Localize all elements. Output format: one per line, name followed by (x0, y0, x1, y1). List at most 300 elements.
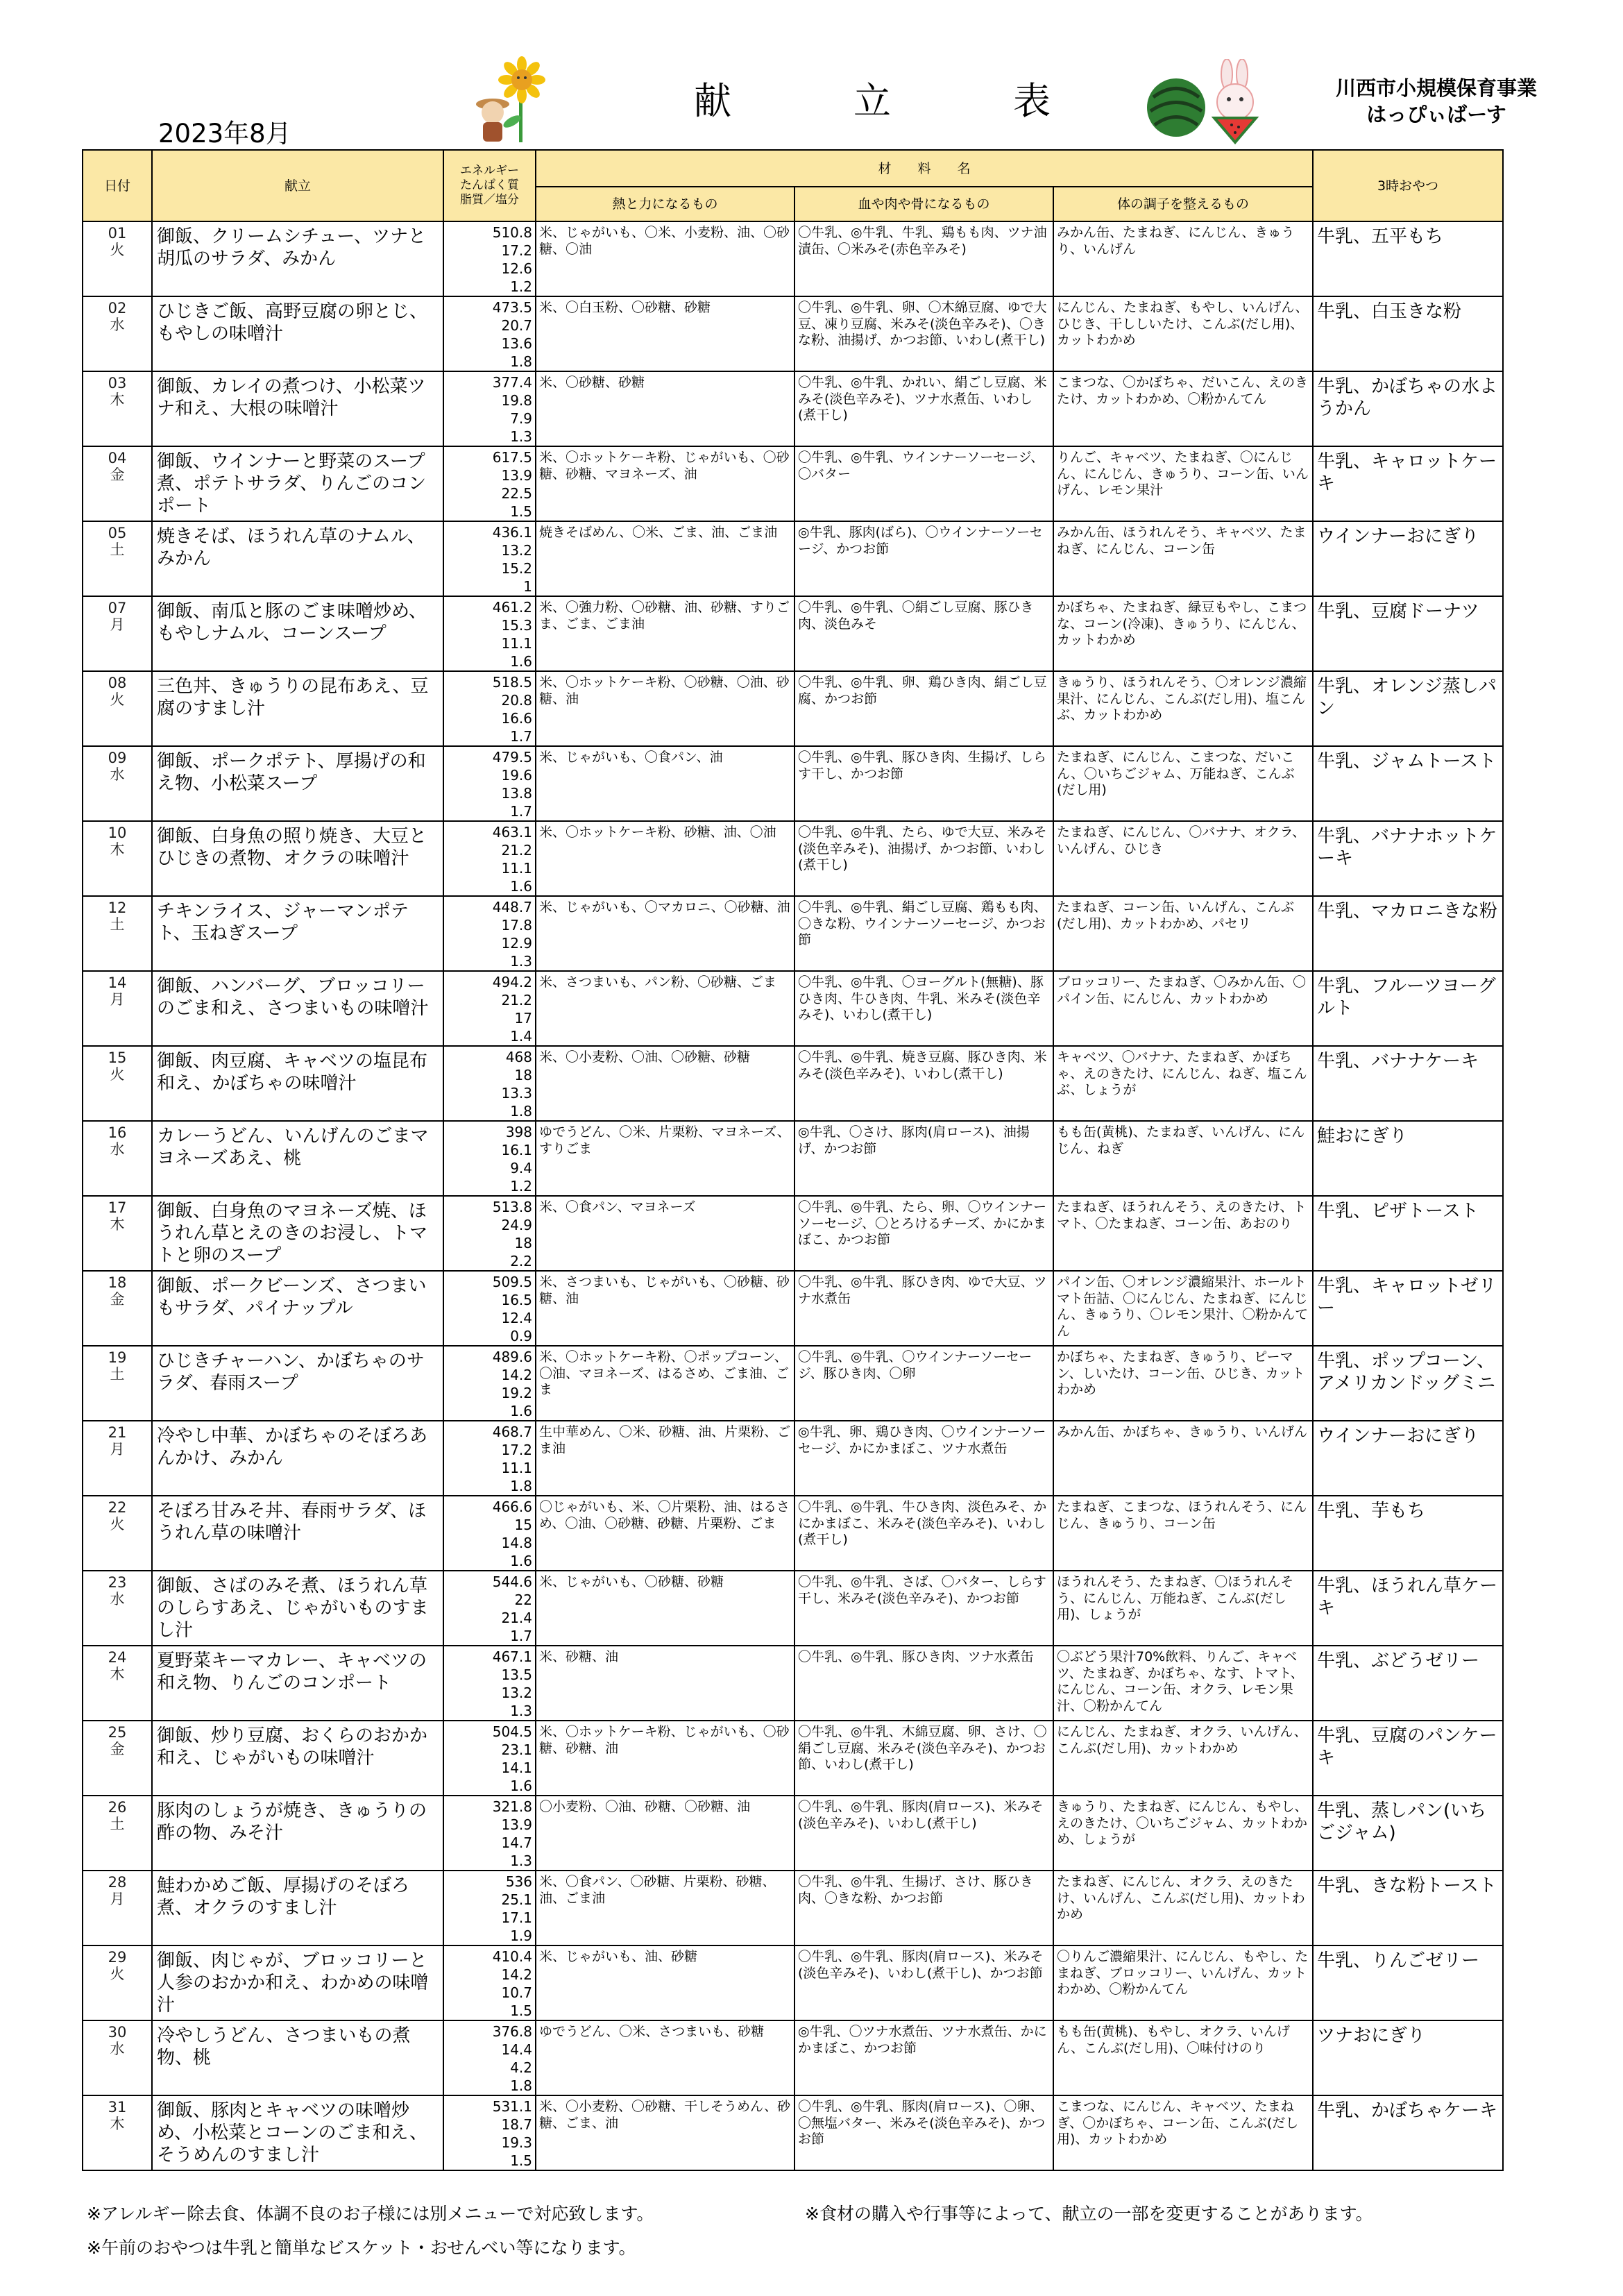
menu-row (83, 1046, 1503, 1121)
protein-value: 17.2 (501, 242, 532, 259)
snack-cell: 牛乳、ポップコーン、アメリカンドッグミニ (1313, 1346, 1503, 1421)
protein-value: 17.8 (501, 917, 532, 934)
day-of-week: 金 (110, 1291, 125, 1308)
fat-value: 13.8 (501, 785, 532, 802)
nutrition-cell (443, 896, 536, 971)
energy-value: 466.6 (492, 1499, 532, 1515)
nutrition-cell (443, 1646, 536, 1721)
day-number: 08 (108, 675, 127, 691)
regulating-foods-cell: きゅうり、たまねぎ、にんじん、もやし、えのきたけ、〇いちごジャム、カットわかめ、しょうが (1053, 1796, 1313, 1871)
menu-row (83, 1571, 1503, 1646)
dish-cell: 御飯、ウインナーと野菜のスープ煮、ポテトサラダ、りんごのコンポート (152, 446, 443, 521)
dish-cell: ひじきご飯、高野豆腐の卵とじ、もやしの味噌汁 (152, 296, 443, 371)
day-number: 07 (108, 600, 127, 616)
energy-value: 410.4 (492, 1948, 532, 1965)
energy-foods-cell: 米、〇ホットケーキ粉、砂糖、油、〇油 (536, 821, 794, 896)
protein-value: 17.2 (501, 1442, 532, 1458)
salt-value: 0.9 (510, 1328, 532, 1344)
energy-value: 467.1 (492, 1648, 532, 1665)
energy-foods-cell: 米、〇ホットケーキ粉、〇ポップコーン、〇油、マヨネーズ、はるさめ、ごま油、ごま (536, 1346, 794, 1421)
regulating-foods-cell: ブロッコリー、たまねぎ、〇みかん缶、〇パイン缶、にんじん、カットわかめ (1053, 971, 1313, 1046)
fat-value: 10.7 (501, 1984, 532, 2001)
day-of-week: 木 (110, 1216, 125, 1233)
body-building-foods-cell: 〇牛乳、◎牛乳、〇絹ごし豆腐、豚ひき肉、淡色みそ (794, 596, 1053, 671)
protein-value: 20.8 (501, 692, 532, 709)
date-cell (83, 1945, 152, 2020)
day-number: 29 (108, 1949, 127, 1966)
menu-row (83, 1721, 1503, 1796)
body-building-foods-cell: 〇牛乳、◎牛乳、木綿豆腐、卵、さけ、〇絹ごし豆腐、米みそ(淡色辛みそ)、かつお節、いわし(煮干し) (794, 1721, 1053, 1796)
snack-cell: 牛乳、かぼちゃの水ようかん (1313, 371, 1503, 446)
energy-foods-cell: 米、さつまいも、じゃがいも、〇砂糖、砂糖、油 (536, 1271, 794, 1346)
protein-value: 21.2 (501, 842, 532, 859)
dish-cell: 御飯、ポークポテト、厚揚げの和え物、小松菜スープ (152, 746, 443, 821)
dish-cell: 冷やしうどん、さつまいもの煮物、桃 (152, 2020, 443, 2095)
salt-value: 1.6 (510, 1553, 532, 1569)
day-of-week: 月 (110, 991, 125, 1008)
date-cell (83, 971, 152, 1046)
dish-cell: 御飯、白身魚のマヨネーズ焼、ほうれん草とえのきのお浸し、トマトと卵のスープ (152, 1196, 443, 1271)
energy-foods-cell: 米、じゃがいも、〇米、小麦粉、油、〇砂糖、〇油 (536, 221, 794, 296)
salt-value: 1.3 (510, 428, 532, 445)
snack-header: 3時おやつ (1313, 150, 1503, 221)
nutrition-cell (443, 746, 536, 821)
regulating-foods-cell: みかん缶、かぼちゃ、きゅうり、いんげん (1053, 1421, 1313, 1496)
energy-value: 494.2 (492, 974, 532, 990)
salt-value: 1.9 (510, 1927, 532, 1944)
protein-value: 19.6 (501, 767, 532, 784)
regulating-foods-cell: りんご、キャベツ、たまねぎ、〇にんじん、にんじん、きゅうり、コーン缶、いんげん、レモン果汁 (1053, 446, 1313, 521)
snack-cell: 牛乳、ほうれん草ケーキ (1313, 1571, 1503, 1646)
menu-table (82, 149, 1504, 2171)
salt-value: 1 (523, 578, 532, 595)
snack-cell: 牛乳、フルーツヨーグルト (1313, 971, 1503, 1046)
nutrition-cell (443, 521, 536, 596)
energy-value: 504.5 (492, 1723, 532, 1740)
date-cell (83, 2020, 152, 2095)
date-header: 日付 (83, 150, 152, 221)
date-cell (83, 1721, 152, 1796)
regulating-foods-cell: キャベツ、〇バナナ、たまねぎ、かぼちゃ、えのきたけ、にんじん、ねぎ、塩こんぶ、しょうが (1053, 1046, 1313, 1121)
day-number: 14 (108, 974, 127, 991)
nutrition-cell (443, 296, 536, 371)
menu-row (83, 221, 1503, 296)
nutrition-header (443, 150, 536, 221)
day-of-week: 水 (110, 2041, 125, 2057)
regulating-foods-cell: かぼちゃ、たまねぎ、きゅうり、ピーマン、しいたけ、コーン缶、ひじき、カットわかめ (1053, 1346, 1313, 1421)
nutrition-cell (443, 1721, 536, 1796)
salt-value: 1.8 (510, 2077, 532, 2094)
fat-value: 19.2 (501, 1385, 532, 1401)
energy-value: 536 (505, 1873, 532, 1890)
nutrition-cell (443, 446, 536, 521)
salt-value: 1.3 (510, 1703, 532, 1719)
regulating-foods-cell: みかん缶、たまねぎ、にんじん、きゅうり、いんげん (1053, 221, 1313, 296)
snack-cell: 牛乳、マカロニきな粉 (1313, 896, 1503, 971)
day-number: 12 (108, 900, 127, 916)
dish-cell: 御飯、炒り豆腐、おくらのおかか和え、じゃがいもの味噌汁 (152, 1721, 443, 1796)
salt-value: 1.7 (510, 728, 532, 745)
nutrition-cell (443, 1046, 536, 1121)
day-number: 04 (108, 450, 127, 466)
regulating-foods-cell: こまつな、にんじん、キャベツ、たまねぎ、〇かぼちゃ、コーン缶、こんぶ(だし用)、カットわかめ (1053, 2095, 1313, 2170)
day-of-week: 月 (110, 1891, 125, 1907)
fat-value: 13.6 (501, 335, 532, 352)
body-building-foods-cell: ◎牛乳、卵、鶏ひき肉、〇ウインナーソーセージ、かにかまぼこ、ツナ水煮缶 (794, 1421, 1053, 1496)
menu-row (83, 1945, 1503, 2020)
regulating-foods-cell: こまつな、〇かぼちゃ、だいこん、えのきたけ、カットわかめ、〇粉かんてん (1053, 371, 1313, 446)
dish-cell: 冷やし中華、かぼちゃのそぼろあんかけ、みかん (152, 1421, 443, 1496)
dish-header: 献立 (152, 150, 443, 221)
snack-cell: 牛乳、キャロットゼリー (1313, 1271, 1503, 1346)
body-building-foods-cell: 〇牛乳、◎牛乳、豚ひき肉、ツナ水煮缶 (794, 1646, 1053, 1721)
menu-row (83, 1346, 1503, 1421)
dish-cell: 御飯、ハンバーグ、ブロッコリーのごま和え、さつまいもの味噌汁 (152, 971, 443, 1046)
month-label: 2023年8月 (158, 119, 291, 149)
day-of-week: 水 (110, 316, 125, 333)
body-building-foods-cell: 〇牛乳、◎牛乳、さば、〇バター、しらす干し、米みそ(淡色辛みそ)、かつお節 (794, 1571, 1053, 1646)
day-number: 24 (108, 1649, 127, 1666)
salt-value: 1.7 (510, 803, 532, 820)
dish-cell: 御飯、さばのみそ煮、ほうれん草のしらすあえ、じゃがいものすまし汁 (152, 1571, 443, 1646)
menu-row (83, 746, 1503, 821)
protein-value: 19.8 (501, 392, 532, 409)
day-number: 01 (108, 225, 127, 242)
day-number: 18 (108, 1274, 127, 1291)
fat-value: 13.2 (501, 1685, 532, 1701)
dish-cell: 焼きそば、ほうれん草のナムル、みかん (152, 521, 443, 596)
fat-value: 14.8 (501, 1535, 532, 1551)
date-cell (83, 1871, 152, 1945)
salt-value: 1.6 (510, 1778, 532, 1794)
title-char: 献 (694, 79, 731, 123)
date-cell (83, 371, 152, 446)
snack-cell: 牛乳、バナナホットケーキ (1313, 821, 1503, 896)
regulating-foods-cell: たまねぎ、にんじん、オクラ、えのきたけ、いんげん、こんぶ(だし用)、カットわかめ (1053, 1871, 1313, 1945)
fat-value: 7.9 (510, 410, 532, 427)
snack-cell: ツナおにぎり (1313, 2020, 1503, 2095)
protein-value: 13.9 (501, 467, 532, 484)
dish-cell: ひじきチャーハン、かぼちゃのサラダ、春雨スープ (152, 1346, 443, 1421)
dish-cell: チキンライス、ジャーマンポテト、玉ねぎスープ (152, 896, 443, 971)
day-of-week: 月 (110, 1441, 125, 1458)
dish-cell: 御飯、肉豆腐、キャベツの塩昆布和え、かぼちゃの味噌汁 (152, 1046, 443, 1121)
body-building-foods-cell: 〇牛乳、◎牛乳、焼き豆腐、豚ひき肉、米みそ(淡色辛みそ)、いわし(煮干し) (794, 1046, 1053, 1121)
energy-foods-cell: 米、〇強力粉、〇砂糖、油、砂糖、すりごま、ごま、ごま油 (536, 596, 794, 671)
fat-value: 17 (514, 1010, 532, 1027)
dish-cell: 御飯、南瓜と豚のごま味噌炒め、もやしナムル、コーンスープ (152, 596, 443, 671)
energy-value: 321.8 (492, 1798, 532, 1815)
energy-foods-cell: 米、じゃがいも、〇砂糖、砂糖 (536, 1571, 794, 1646)
green-group-header: 体の調子を整えるもの (1053, 187, 1313, 221)
protein-value: 25.1 (501, 1891, 532, 1908)
fat-value: 18 (514, 1235, 532, 1251)
energy-value: 510.8 (492, 224, 532, 241)
snack-cell: 牛乳、かぼちゃケーキ (1313, 2095, 1503, 2170)
dish-cell: 御飯、カレイの煮つけ、小松菜ツナ和え、大根の味噌汁 (152, 371, 443, 446)
body-building-foods-cell: 〇牛乳、◎牛乳、豚肉(肩ロース)、米みそ(淡色辛みそ)、いわし(煮干し)、かつお節 (794, 1945, 1053, 2020)
energy-foods-cell: 米、じゃがいも、〇マカロニ、〇砂糖、油 (536, 896, 794, 971)
protein-value: 22 (514, 1592, 532, 1608)
org-line-2: はっぴぃばーす (1366, 103, 1506, 126)
salt-value: 1.4 (510, 1028, 532, 1045)
salt-value: 1.5 (510, 2152, 532, 2169)
regulating-foods-cell: たまねぎ、ほうれんそう、えのきたけ、トマト、〇たまねぎ、コーン缶、あおのり (1053, 1196, 1313, 1271)
date-cell (83, 446, 152, 521)
morning-snack-note: ※午前のおやつは牛乳と簡単なビスケット・おせんべい等になります。 (87, 2238, 636, 2258)
salt-value: 1.8 (510, 353, 532, 370)
day-of-week: 木 (110, 2116, 125, 2132)
day-of-week: 火 (110, 691, 125, 708)
day-number: 28 (108, 1874, 127, 1891)
nutrition-cell (443, 1271, 536, 1346)
fat-value: 22.5 (501, 485, 532, 502)
nutrition-cell (443, 1571, 536, 1646)
dish-cell: 三色丼、きゅうりの昆布あえ、豆腐のすまし汁 (152, 671, 443, 746)
snack-cell: 牛乳、きな粉トースト (1313, 1871, 1503, 1945)
energy-value: 518.5 (492, 674, 532, 691)
protein-value: 14.2 (501, 1367, 532, 1383)
menu-row (83, 596, 1503, 671)
body-building-foods-cell: 〇牛乳、◎牛乳、豚ひき肉、生揚げ、しらす干し、かつお節 (794, 746, 1053, 821)
body-building-foods-cell: 〇牛乳、◎牛乳、豚ひき肉、ゆで大豆、ツナ水煮缶 (794, 1271, 1053, 1346)
snack-cell: 牛乳、ぶどうゼリー (1313, 1646, 1503, 1721)
menu-row (83, 371, 1503, 446)
date-cell (83, 671, 152, 746)
body-building-foods-cell: 〇牛乳、◎牛乳、生揚げ、さけ、豚ひき肉、〇きな粉、かつお節 (794, 1871, 1053, 1945)
date-cell (83, 296, 152, 371)
page-title (694, 71, 1173, 125)
salt-value: 1.3 (510, 1852, 532, 1869)
fat-value: 11.1 (501, 635, 532, 652)
dish-cell: そぼろ甘みそ丼、春雨サラダ、ほうれん草の味噌汁 (152, 1496, 443, 1571)
energy-value: 531.1 (492, 2098, 532, 2115)
body-building-foods-cell: ◎牛乳、豚肉(ばら)、〇ウインナーソーセージ、かつお節 (794, 521, 1053, 596)
snack-cell: 牛乳、バナナケーキ (1313, 1046, 1503, 1121)
regulating-foods-cell: みかん缶、ほうれんそう、キャベツ、たまねぎ、にんじん、コーン缶 (1053, 521, 1313, 596)
protein-value: 20.7 (501, 317, 532, 334)
menu-row (83, 1496, 1503, 1571)
regulating-foods-cell: たまねぎ、にんじん、こまつな、だいこん、〇いちごジャム、万能ねぎ、こんぶ(だし用) (1053, 746, 1313, 821)
energy-foods-cell: ゆでうどん、〇米、片栗粉、マヨネーズ、すりごま (536, 1121, 794, 1196)
salt-value: 1.5 (510, 2002, 532, 2019)
menu-row (83, 2095, 1503, 2170)
fat-value: 11.1 (501, 1460, 532, 1476)
menu-row (83, 1646, 1503, 1721)
protein-value: 13.9 (501, 1816, 532, 1833)
regulating-foods-cell: ほうれんそう、たまねぎ、〇ほうれんそう、にんじん、万能ねぎ、こんぶ(だし用)、しょうが (1053, 1571, 1313, 1646)
date-cell (83, 1196, 152, 1271)
menu-row (83, 896, 1503, 971)
day-number: 16 (108, 1124, 127, 1141)
energy-value: 544.6 (492, 1573, 532, 1590)
dish-cell: カレーうどん、いんげんのごまマヨネーズあえ、桃 (152, 1121, 443, 1196)
nutrition-cell (443, 1121, 536, 1196)
snack-cell: 牛乳、豆腐のパンケーキ (1313, 1721, 1503, 1796)
nutrition-cell (443, 1421, 536, 1496)
energy-foods-cell: 米、〇ホットケーキ粉、〇砂糖、〇油、砂糖、油 (536, 671, 794, 746)
org-line-1: 川西市小規模保育事業 (1335, 76, 1537, 100)
dish-cell: 御飯、豚肉とキャベツの味噌炒め、小松菜とコーンのごま和え、そうめんのすまし汁 (152, 2095, 443, 2170)
protein-value: 21.2 (501, 992, 532, 1008)
nutrition-cell (443, 371, 536, 446)
body-building-foods-cell: 〇牛乳、◎牛乳、ウインナーソーセージ、〇バター (794, 446, 1053, 521)
energy-foods-cell: 〇小麦粉、〇油、砂糖、〇砂糖、油 (536, 1796, 794, 1871)
fat-value: 13.3 (501, 1085, 532, 1101)
body-building-foods-cell: 〇牛乳、◎牛乳、たら、ゆで大豆、米みそ(淡色辛みそ)、油揚げ、かつお節、いわし(煮干し) (794, 821, 1053, 896)
energy-foods-cell: 米、〇小麦粉、〇砂糖、干しそうめん、砂糖、ごま、油 (536, 2095, 794, 2170)
day-of-week: 水 (110, 1591, 125, 1607)
energy-value: 513.8 (492, 1199, 532, 1215)
energy-value: 468.7 (492, 1424, 532, 1440)
day-of-week: 土 (110, 1366, 125, 1383)
date-cell (83, 746, 152, 821)
salt-value: 1.3 (510, 953, 532, 970)
menu-row (83, 1871, 1503, 1945)
nutrition-cell (443, 1496, 536, 1571)
dish-cell: 御飯、クリームシチュー、ツナと胡瓜のサラダ、みかん (152, 221, 443, 296)
nutrition-cell (443, 2020, 536, 2095)
fat-value: 12.9 (501, 935, 532, 952)
energy-value: 489.6 (492, 1349, 532, 1365)
salt-value: 1.2 (510, 1178, 532, 1195)
nutrition-cell (443, 1945, 536, 2020)
day-of-week: 火 (110, 1966, 125, 1982)
date-cell (83, 1421, 152, 1496)
day-number: 05 (108, 525, 127, 541)
fat-value: 19.3 (501, 2134, 532, 2151)
body-building-foods-cell: 〇牛乳、◎牛乳、絹ごし豆腐、鶏もも肉、〇きな粉、ウインナーソーセージ、かつお節 (794, 896, 1053, 971)
energy-foods-cell: 米、じゃがいも、〇食パン、油 (536, 746, 794, 821)
day-number: 25 (108, 1724, 127, 1741)
protein-value: 16.1 (501, 1142, 532, 1158)
protein-value: 23.1 (501, 1741, 532, 1758)
snack-cell: ウインナーおにぎり (1313, 1421, 1503, 1496)
date-cell (83, 1046, 152, 1121)
body-building-foods-cell: 〇牛乳、◎牛乳、卵、鶏ひき肉、絹ごし豆腐、かつお節 (794, 671, 1053, 746)
snack-cell: 牛乳、白玉きな粉 (1313, 296, 1503, 371)
regulating-foods-cell: もも缶(黄桃)、たまねぎ、いんげん、にんじん、ねぎ (1053, 1121, 1313, 1196)
salt-value: 1.6 (510, 878, 532, 895)
day-of-week: 水 (110, 766, 125, 783)
menu-row (83, 296, 1503, 371)
energy-value: 448.7 (492, 899, 532, 915)
menu-row (83, 1196, 1503, 1271)
salt-value: 1.7 (510, 1628, 532, 1644)
date-cell (83, 1346, 152, 1421)
protein-value: 18.7 (501, 2116, 532, 2133)
day-of-week: 金 (110, 1741, 125, 1757)
energy-value: 377.4 (492, 374, 532, 391)
nutrition-cell (443, 671, 536, 746)
day-number: 23 (108, 1574, 127, 1591)
snack-cell: 鮭おにぎり (1313, 1121, 1503, 1196)
menu-row (83, 971, 1503, 1046)
day-of-week: 火 (110, 1516, 125, 1533)
day-of-week: 土 (110, 1816, 125, 1832)
menu-row (83, 1421, 1503, 1496)
day-number: 19 (108, 1349, 127, 1366)
menu-row (83, 1121, 1503, 1196)
salt-value: 1.6 (510, 1403, 532, 1419)
fat-value: 9.4 (510, 1160, 532, 1176)
protein-value: 18 (514, 1067, 532, 1083)
energy-foods-cell: 米、〇食パン、マヨネーズ (536, 1196, 794, 1271)
protein-value: 14.2 (501, 1966, 532, 1983)
body-building-foods-cell: ◎牛乳、〇ツナ水煮缶、ツナ水煮缶、かにかまぼこ、かつお節 (794, 2020, 1053, 2095)
day-number: 09 (108, 750, 127, 766)
regulating-foods-cell: たまねぎ、にんじん、〇バナナ、オクラ、いんげん、ひじき (1053, 821, 1313, 896)
menu-row (83, 821, 1503, 896)
day-of-week: 土 (110, 541, 125, 558)
nutrition-cell (443, 596, 536, 671)
protein-value: 14.4 (501, 2041, 532, 2058)
energy-value: 463.1 (492, 824, 532, 841)
fat-value: 15.2 (501, 560, 532, 577)
day-number: 31 (108, 2099, 127, 2116)
date-cell (83, 1796, 152, 1871)
day-of-week: 水 (110, 1141, 125, 1158)
red-group-header: 熱と力になるもの (536, 187, 794, 221)
title-char: 表 (1013, 79, 1051, 123)
regulating-foods-cell: 〇ぶどう果汁70%飲料、りんご、キャベツ、たまねぎ、かぼちゃ、なす、トマト、にんじん、コーン缶、オクラ、レモン果汁、〇粉かんてん (1053, 1646, 1313, 1721)
yellow-group-header: 血や肉や骨になるもの (794, 187, 1053, 221)
energy-value: 509.5 (492, 1274, 532, 1290)
date-cell (83, 1646, 152, 1721)
regulating-foods-cell: たまねぎ、こまつな、ほうれんそう、にんじん、きゅうり、コーン缶 (1053, 1496, 1313, 1571)
dish-cell: 夏野菜キーマカレー、キャベツの和え物、りんごのコンポート (152, 1646, 443, 1721)
fat-value: 4.2 (510, 2059, 532, 2076)
nutrition-cell (443, 2095, 536, 2170)
snack-cell: 牛乳、りんごゼリー (1313, 1945, 1503, 2020)
day-number: 15 (108, 1049, 127, 1066)
energy-foods-cell: 焼きそばめん、〇米、ごま、油、ごま油 (536, 521, 794, 596)
day-of-week: 木 (110, 841, 125, 858)
snack-cell: 牛乳、ピザトースト (1313, 1196, 1503, 1271)
day-number: 26 (108, 1799, 127, 1816)
regulating-foods-cell: にんじん、たまねぎ、もやし、いんげん、ひじき、干ししいたけ、こんぶ(だし用)、カットわかめ (1053, 296, 1313, 371)
day-number: 21 (108, 1424, 127, 1441)
energy-foods-cell: ゆでうどん、〇米、さつまいも、砂糖 (536, 2020, 794, 2095)
energy-foods-cell: 米、〇白玉粉、〇砂糖、砂糖 (536, 296, 794, 371)
nutrition-energy-label: エネルギー (460, 164, 519, 178)
body-building-foods-cell: 〇牛乳、◎牛乳、卵、〇木綿豆腐、ゆで大豆、凍り豆腐、米みそ(淡色辛みそ)、〇きな粉、油揚げ、かつお節、いわし(煮干し) (794, 296, 1053, 371)
day-of-week: 月 (110, 616, 125, 633)
salt-value: 1.5 (510, 503, 532, 520)
day-number: 17 (108, 1199, 127, 1216)
energy-foods-cell: 米、〇ホットケーキ粉、じゃがいも、〇砂糖、砂糖、マヨネーズ、油 (536, 446, 794, 521)
snack-cell: ウインナーおにぎり (1313, 521, 1503, 596)
snack-cell: 牛乳、芋もち (1313, 1496, 1503, 1571)
date-cell (83, 221, 152, 296)
nutrition-cell (443, 1796, 536, 1871)
fat-value: 14.1 (501, 1759, 532, 1776)
body-building-foods-cell: 〇牛乳、◎牛乳、〇ウインナーソーセージ、豚ひき肉、〇卵 (794, 1346, 1053, 1421)
menu-row (83, 671, 1503, 746)
day-of-week: 金 (110, 466, 125, 483)
dish-cell: 豚肉のしょうが焼き、きゅうりの酢の物、みそ汁 (152, 1796, 443, 1871)
snack-cell: 牛乳、キャロットケーキ (1313, 446, 1503, 521)
regulating-foods-cell: にんじん、たまねぎ、オクラ、いんげん、こんぶ(だし用)、カットわかめ (1053, 1721, 1313, 1796)
date-cell (83, 1496, 152, 1571)
salt-value: 1.6 (510, 653, 532, 670)
energy-foods-cell: 米、〇ホットケーキ粉、じゃがいも、〇砂糖、砂糖、油 (536, 1721, 794, 1796)
energy-value: 461.2 (492, 599, 532, 616)
energy-foods-cell: 米、〇食パン、〇砂糖、片栗粉、砂糖、油、ごま油 (536, 1871, 794, 1945)
change-note: ※食材の購入や行事等によって、献立の一部を変更することがあります。 (805, 2204, 1373, 2224)
energy-value: 479.5 (492, 749, 532, 766)
nutrition-protein-label: たんぱく質 (460, 178, 519, 192)
